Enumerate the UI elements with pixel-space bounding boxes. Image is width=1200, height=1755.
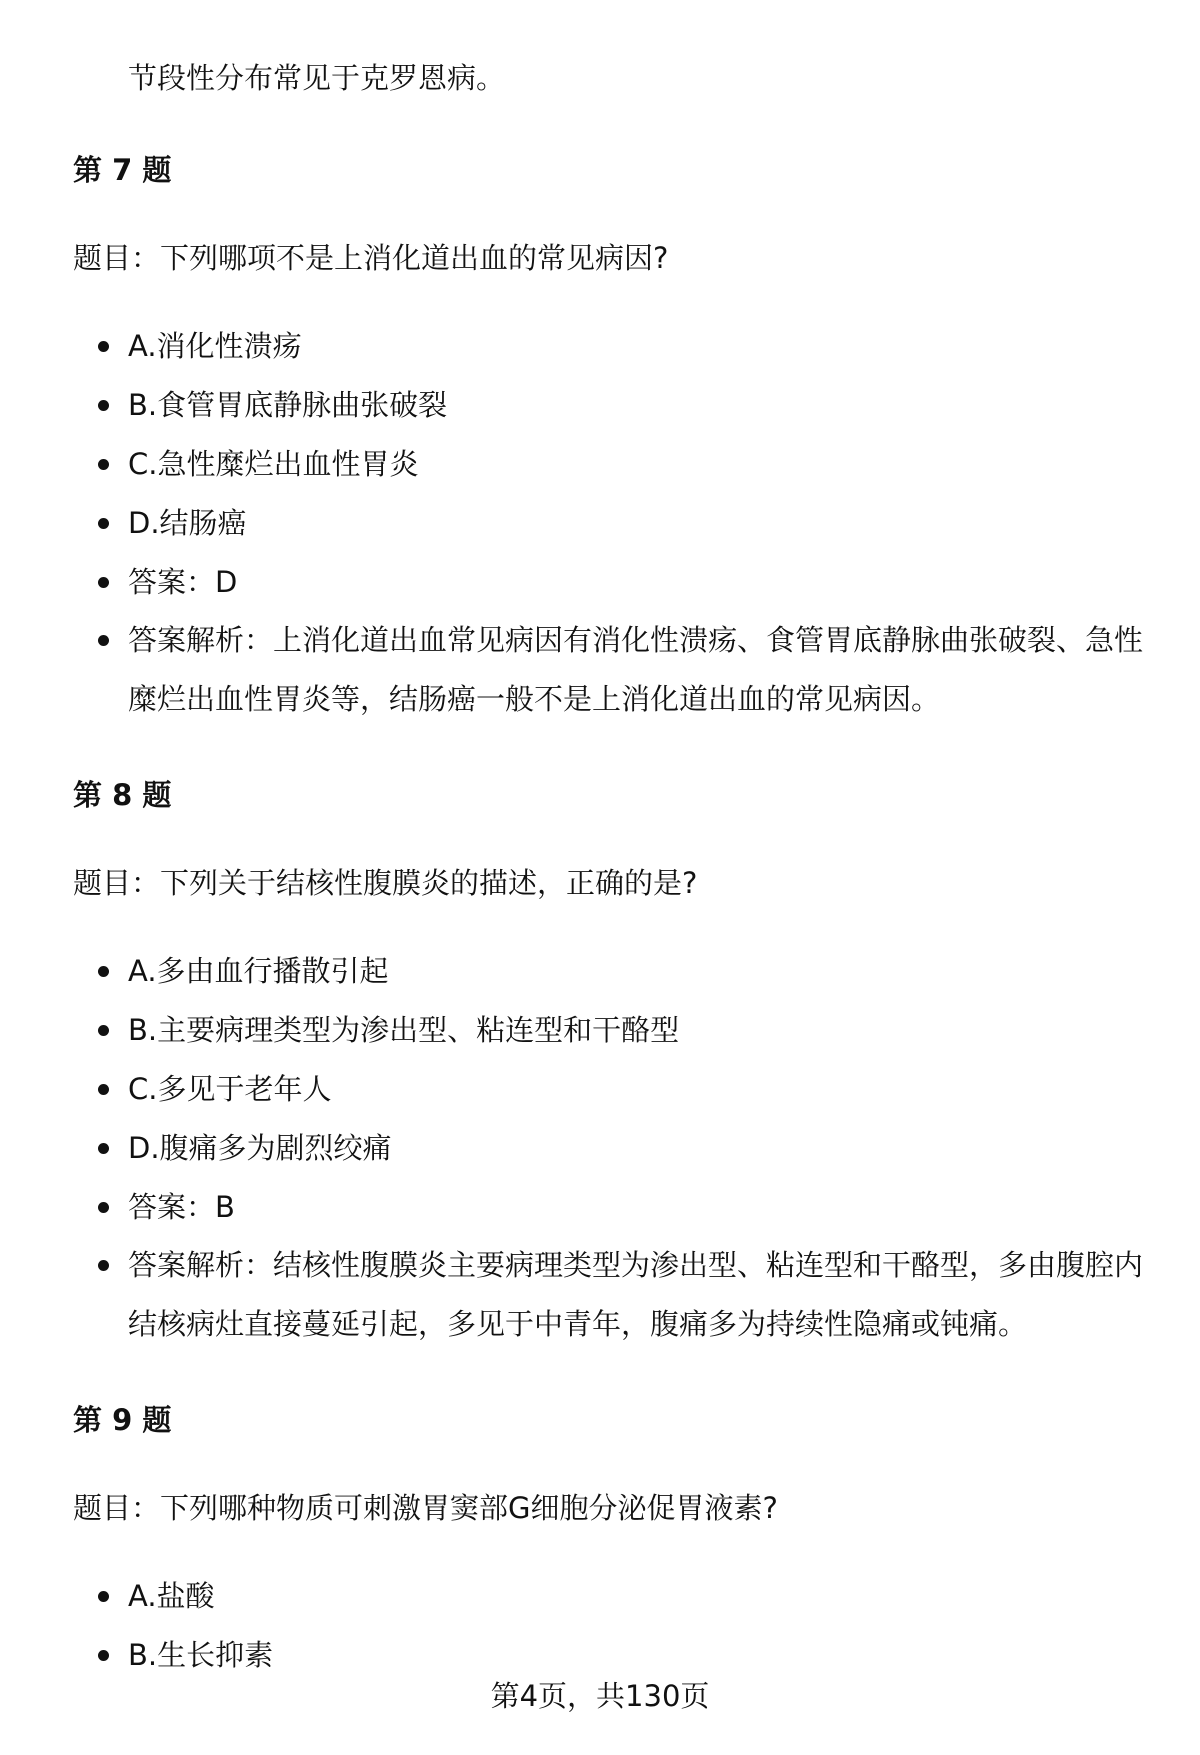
option-d xyxy=(73,503,1143,543)
answer-analysis xyxy=(73,1236,1143,1354)
option-label: B.食管胃底静脉曲张破裂 xyxy=(128,388,448,422)
answer xyxy=(73,1187,1143,1227)
question-stem: 题目：下列关于结核性腹膜炎的描述，正确的是? xyxy=(73,866,698,900)
question-heading: 第 9 题 xyxy=(73,1403,172,1437)
question-stem: 题目：下列哪项不是上消化道出血的常见病因? xyxy=(73,241,669,275)
question-stem: 题目：下列哪种物质可刺激胃窦部G细胞分泌促胃液素? xyxy=(73,1491,778,1525)
bullet-icon xyxy=(98,1143,109,1154)
bullet-icon xyxy=(98,577,109,588)
option-c xyxy=(73,444,1143,484)
option-b xyxy=(73,385,1143,425)
continuation-text: 节段性分布常见于克罗恩病。 xyxy=(128,61,506,95)
option-label: B.主要病理类型为渗出型、粘连型和干酪型 xyxy=(128,1013,680,1047)
question-9 xyxy=(73,1400,1143,1675)
bullet-icon xyxy=(98,1084,109,1095)
answer xyxy=(73,562,1143,602)
option-label: C.多见于老年人 xyxy=(128,1072,332,1106)
option-list xyxy=(73,326,1143,729)
option-label: A.消化性溃疡 xyxy=(128,329,302,363)
page-number: 第4页，共130页 xyxy=(490,1679,710,1713)
bullet-icon xyxy=(98,1025,109,1036)
option-b xyxy=(73,1010,1143,1050)
option-a xyxy=(73,951,1143,991)
option-label: B.生长抑素 xyxy=(128,1638,274,1672)
answer-analysis xyxy=(73,611,1143,729)
option-b xyxy=(73,1635,1143,1675)
analysis-text: 答案解析：上消化道出血常见病因有消化性溃疡、食管胃底静脉曲张破裂、急性糜烂出血性胃炎等，结肠癌一般不是上消化道出血的常见病因。 xyxy=(128,623,1144,716)
option-label: D.结肠癌 xyxy=(128,506,247,540)
bullet-icon xyxy=(98,1650,109,1661)
option-label: A.盐酸 xyxy=(128,1579,215,1613)
analysis-text: 答案解析：结核性腹膜炎主要病理类型为渗出型、粘连型和干酪型，多由腹腔内结核病灶直接蔓延引起，多见于中青年，腹痛多为持续性隐痛或钝痛。 xyxy=(128,1248,1144,1341)
option-a xyxy=(73,1576,1143,1616)
option-label: C.急性糜烂出血性胃炎 xyxy=(128,447,419,481)
question-heading: 第 8 题 xyxy=(73,778,172,812)
bullet-icon xyxy=(98,1591,109,1602)
bullet-icon xyxy=(98,341,109,352)
bullet-icon xyxy=(98,400,109,411)
option-list xyxy=(73,1576,1143,1675)
bullet-icon xyxy=(98,966,109,977)
answer-label: 答案：D xyxy=(128,565,238,599)
bullet-icon xyxy=(98,1260,109,1271)
answer-label: 答案：B xyxy=(128,1190,235,1224)
option-c xyxy=(73,1069,1143,1109)
option-d xyxy=(73,1128,1143,1168)
bullet-icon xyxy=(98,459,109,470)
question-7 xyxy=(73,150,1143,729)
question-8 xyxy=(73,775,1143,1354)
question-heading: 第 7 题 xyxy=(73,153,172,187)
option-a xyxy=(73,326,1143,366)
option-list xyxy=(73,951,1143,1354)
bullet-icon xyxy=(98,518,109,529)
option-label: D.腹痛多为剧烈绞痛 xyxy=(128,1131,392,1165)
bullet-icon xyxy=(98,1202,109,1213)
option-label: A.多由血行播散引起 xyxy=(128,954,389,988)
bullet-icon xyxy=(98,635,109,646)
